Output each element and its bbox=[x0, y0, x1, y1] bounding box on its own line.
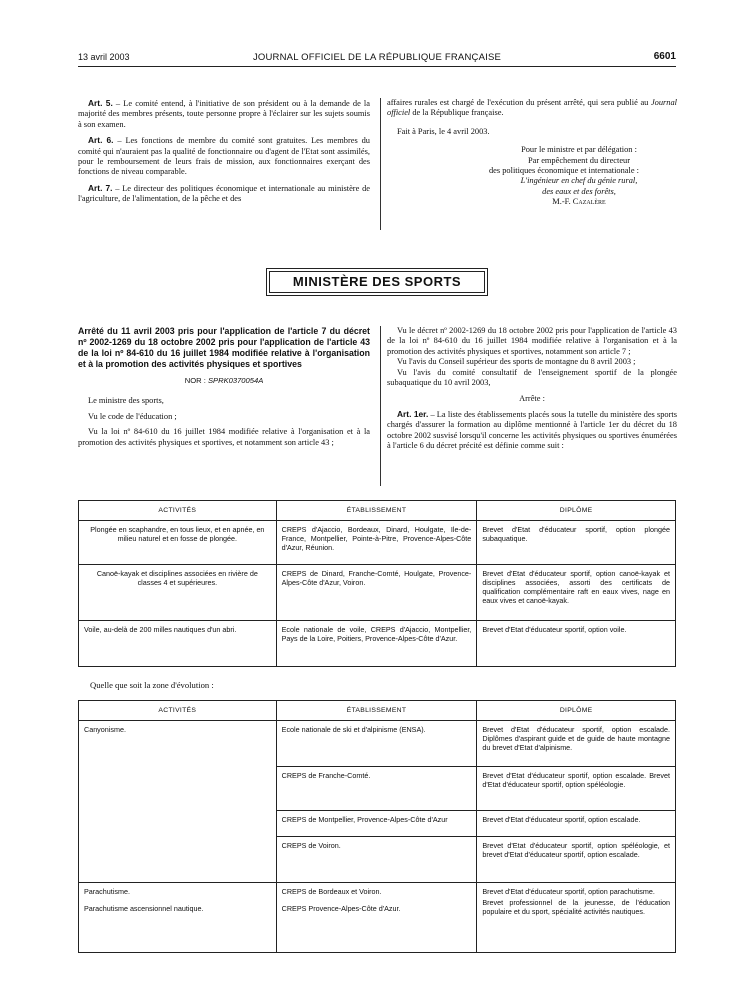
table-row bbox=[79, 521, 676, 565]
header-date: 13 avril 2003 bbox=[78, 52, 130, 62]
article-5-text: – Le comité entend, à l'initiative de son président ou à la demande de la majorité des membres présents, toute personne propre à l'éclairer sur les sujets soumis à son examen. bbox=[78, 99, 370, 129]
table-2-header-etablissement: ÉTABLISSEMENT bbox=[276, 701, 477, 721]
table-row bbox=[79, 565, 676, 621]
signature-line-2: Par empêchement du directeur bbox=[527, 155, 631, 165]
arrete-left-column bbox=[78, 326, 370, 453]
signature-block bbox=[387, 145, 677, 207]
arrete-vu-decret: Vu le décret nº 2002-1269 du 18 octobre 2002 pris pour l'application de l'article 43 de la loi nº 84-610 du 16 juillet 1984 modifiée relative à l'organisation et à la promotion des activités physiques et sportives, notamment son article 7 ; bbox=[387, 326, 677, 356]
table-establishments-2 bbox=[78, 700, 676, 953]
header-page-number: 6601 bbox=[653, 51, 676, 62]
arrete-vu-avis-montagne: Vu l'avis du Conseil supérieur des sports de montagne du 8 avril 2003 ; bbox=[397, 357, 636, 367]
column-divider-arrete bbox=[380, 326, 381, 486]
article-5 bbox=[78, 98, 370, 130]
table-2-header-row bbox=[79, 701, 676, 721]
table-2-cell-diplome: Brevet d'Etat d'éducateur sportif, option escalade. bbox=[477, 811, 676, 837]
arrete-vu-avis-plongee: Vu l'avis du comité consultatif de l'enseignement sportif de la plongée subaquatique du 10 avril 2003, bbox=[387, 367, 677, 388]
table-row bbox=[79, 621, 676, 667]
article-6-label: Art. 6. bbox=[88, 135, 114, 146]
signature-line-4: L'ingénieur en chef du génie rural, bbox=[520, 176, 638, 186]
fait-a-paris: Fait à Paris, le 4 avril 2003. bbox=[397, 126, 490, 136]
article-7-label: Art. 7. bbox=[88, 182, 113, 193]
table-2-cell-etablissement: CREPS de Franche-Comté. bbox=[276, 767, 477, 811]
signature-line-3: des politiques économique et internationale : bbox=[488, 166, 639, 176]
arrete-title: Arrêté du 11 avril 2003 pris pour l'application de l'article 7 du décret nº 2002-1269 du 18 octobre 2002 pris pour l'application de l'article 43 de la loi nº 84-610 du 16 juillet 1984 modifiée relative à l'organisation et à la promotion des activités physiques et sportives bbox=[78, 326, 370, 369]
article-7-text: – Le directeur des politiques économique et internationale au ministère de l'agriculture, de l'alimentation, de la pêche et des bbox=[78, 183, 370, 204]
table-1-cell-diplome: Brevet d'Etat d'éducateur sportif, option voile. bbox=[477, 621, 676, 667]
table-1-header-row bbox=[79, 501, 676, 521]
page-header bbox=[78, 50, 676, 67]
signature-line-5: des eaux et des forêts, bbox=[542, 186, 616, 196]
article-1 bbox=[387, 409, 677, 452]
table-1-header-etablissement: ÉTABLISSEMENT bbox=[276, 501, 477, 521]
continuation-journal-officiel: Journal officiel bbox=[387, 98, 677, 118]
table-1-cell-etablissement: Ecole nationale de voile, CREPS d'Ajaccio, Montpellier, Pays de la Loire, Poitiers, Provence-Alpes-Côte d'Azur. bbox=[276, 621, 477, 667]
table-2-cell-diplome: Brevet d'Etat d'éducateur sportif, option escalade. Brevet d'Etat d'éducateur sportif, option spéléologie. bbox=[477, 767, 676, 811]
table-2-cell-diplome: Brevet d'Etat d'éducateur sportif, option spéléologie, et brevet d'Etat d'éducateur sportif, option escalade. bbox=[477, 837, 676, 883]
arrete-vu-loi: Vu la loi nº 84-610 du 16 juillet 1984 modifiée relative à l'organisation et à la promotion des activités physiques et sportives, et notamment son article 43 ; bbox=[78, 427, 370, 447]
diplome-bpjeps-nautique: Brevet professionnel de la jeunesse, de l'éducation populaire et du sport, spécialité activités nautiques. bbox=[482, 898, 670, 916]
article-1-text: – La liste des établissements placés sous la tutelle du ministère des sports chargés d'assurer la formation au diplôme mentionné à l'article 1er du décret du 18 octobre 2002 susvisé lorsqu'il concerne les activités physiques ou sportives énumérées à l'article 6 du décret précité est définie comme suit : bbox=[387, 409, 677, 451]
arrete-minister: Le ministre des sports, bbox=[88, 396, 164, 406]
article-6-text: – Les fonctions de membre du comité sont gratuites. Les membres du comité qui n'auraient pas la qualité de fonctionnaire ou d'agent de l'Etat sont assimilés, pour le remboursement de leurs frais de mission, aux fonctionnaires exerçant des fonctions de niveau comparable. bbox=[78, 136, 370, 177]
table-1-cell-etablissement: CREPS d'Ajaccio, Bordeaux, Dinard, Houlgate, Ile-de-France, Montpellier, Pointe-à-Pitre, Provence-Alpes-Côte d'Azur, Réunion. bbox=[276, 521, 477, 565]
arrete-right-column bbox=[387, 326, 677, 456]
table-row bbox=[79, 883, 676, 953]
arrete-vu-code: Vu le code de l'éducation ; bbox=[88, 411, 177, 421]
table-1-cell-activite: Canoë-kayak et disciplines associées en rivière de classes 4 et supérieures. bbox=[79, 565, 277, 621]
table-1-cell-diplome: Brevet d'Etat d'éducateur sportif, option canoë-kayak et disciplines associées, assorti des certificats de qualification complémentaire raft en eaux vives, nage en eaux vives et canoë-kayak. bbox=[477, 565, 676, 621]
table-1-cell-diplome: Brevet d'Etat d'éducateur sportif, option plongée subaquatique. bbox=[477, 521, 676, 565]
top-right-column bbox=[387, 98, 677, 208]
table-1-cell-activite: Voile, au-delà de 200 milles nautiques d'un abri. bbox=[79, 621, 277, 667]
ministry-heading: MINISTÈRE DES SPORTS bbox=[269, 271, 485, 293]
table-2-cell-etablissement-para bbox=[276, 883, 477, 953]
column-divider-top bbox=[380, 98, 381, 230]
article-6 bbox=[78, 135, 370, 178]
table-row bbox=[79, 721, 676, 767]
nor-reference bbox=[78, 376, 370, 386]
continuation-text-a: affaires rurales est chargé de l'exécution du présent arrêté, qui sera publié au bbox=[387, 98, 651, 107]
header-journal-title: JOURNAL OFFICIEL DE LA RÉPUBLIQUE FRANÇAISE bbox=[252, 52, 502, 63]
continuation-text-c: de la République française. bbox=[410, 108, 504, 118]
top-left-column bbox=[78, 98, 370, 210]
arrete-word: Arrête : bbox=[519, 394, 545, 404]
signature-name: M.-F. Cazalère bbox=[552, 197, 606, 207]
table-1-header-activites: ACTIVITÉS bbox=[79, 501, 277, 521]
article-1-label: Art. 1er. bbox=[397, 408, 429, 419]
evolution-zone-text: Quelle que soit la zone d'évolution : bbox=[90, 680, 214, 690]
activite-parachutisme-ascensionnel: Parachutisme ascensionnel nautique. bbox=[84, 904, 204, 913]
table-1-header-diplome: DIPLÔME bbox=[477, 501, 676, 521]
table-1-cell-etablissement: CREPS de Dinard, Franche-Comté, Houlgate, Provence-Alpes-Côte d'Azur, Voiron. bbox=[276, 565, 477, 621]
table-2-cell-etablissement: Ecole nationale de ski et d'alpinisme (ENSA). bbox=[276, 721, 477, 767]
table-2-cell-etablissement: CREPS de Voiron. bbox=[276, 837, 477, 883]
etablissement-paca: CREPS Provence-Alpes-Côte d'Azur. bbox=[281, 904, 401, 913]
nor-code: SPRK0370054A bbox=[207, 376, 264, 385]
table-2-cell-diplome: Brevet d'Etat d'éducateur sportif, option escalade. Diplômes d'aspirant guide et de guide de haute montagne du brevet d'Etat d'alpinisme. bbox=[477, 721, 676, 767]
table-2-cell-etablissement: CREPS de Montpellier, Provence-Alpes-Côte d'Azur bbox=[276, 811, 477, 837]
table-2-cell-canyonisme: Canyonisme. bbox=[79, 721, 277, 883]
ministry-heading-box bbox=[266, 268, 488, 296]
table-establishments-1 bbox=[78, 500, 676, 667]
article-7 bbox=[78, 183, 370, 205]
diplome-parachutisme: Brevet d'Etat d'éducateur sportif, option parachutisme. bbox=[482, 887, 655, 896]
etablissement-bordeaux-voiron: CREPS de Bordeaux et Voiron. bbox=[281, 887, 382, 896]
table-2-cell-parachutisme bbox=[79, 883, 277, 953]
signature-line-1: Pour le ministre et par délégation : bbox=[521, 145, 637, 155]
table-1-cell-activite: Plongée en scaphandre, en tous lieux, et en apnée, en milieu naturel et en fosse de plongée. bbox=[79, 521, 277, 565]
nor-label: NOR : bbox=[184, 376, 208, 385]
article-5-label: Art. 5. bbox=[88, 98, 113, 108]
table-2-header-diplome: DIPLÔME bbox=[477, 701, 676, 721]
activite-parachutisme: Parachutisme. bbox=[84, 887, 130, 896]
table-2-header-activites: ACTIVITÉS bbox=[79, 701, 277, 721]
table-2-cell-diplome-para bbox=[477, 883, 676, 953]
signature-lines bbox=[488, 145, 677, 207]
article-7-continuation bbox=[387, 98, 677, 119]
